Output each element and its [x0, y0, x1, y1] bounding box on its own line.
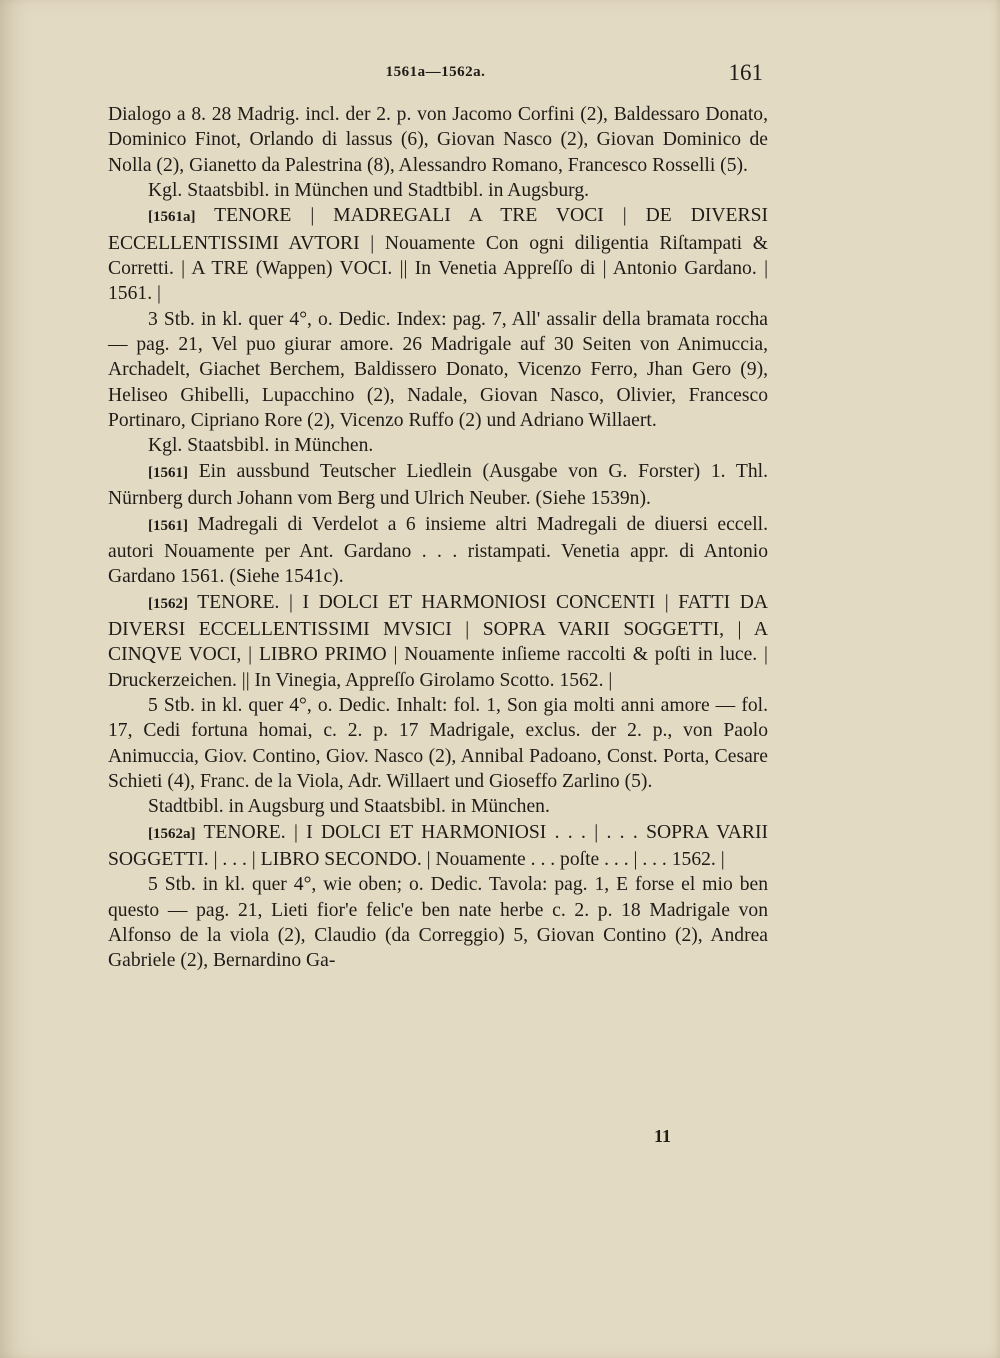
entry-tag: [1562a]	[148, 825, 196, 842]
location-line: Kgl. Staatsbibl. in München.	[148, 435, 374, 457]
entry-paragraph: [1561] Madregali di Verdelot a 6 insieme altri Madregali de diuersi eccell. autori Nouamente per Ant. Gardano . . . ristampati. Venetia appr. di Antonio Gardano 1561. (Siehe 1541c).	[108, 513, 768, 588]
entry-description: 5 Stb. in kl. quer 4°, wie oben; o. Dedic. Tavola: pag. 1, E forse el mio ben questo — pag. 21, Lieti fior'e felic'e ben nate herbe c. 2. p. 18 Madrigale von Alfonso de la viola (2), Claudio (da Correggio) 5, Giovan Contino (2), Andrea Gabriele (2), Bernardino Ga-	[108, 874, 768, 972]
entry-paragraph: [1561a] TENORE | MADREGALI A TRE VOCI | DE DIVERSI ECCELLENTISSIMI AVTORI | Nouamente Con ogni diligentia Riſtampati & Corretti. | A TRE (Wappen) VOCI. || In Venetia Appreſſo di | Antonio Gardano. | 1561. |	[108, 205, 768, 305]
page-number: 161	[728, 60, 763, 85]
entry-paragraph: [1561] Ein aussbund Teutscher Liedlein (Ausgabe von G. Forster) 1. Thl. Nürnberg durch Johann vom Berg und Ulrich Neuber. (Siehe 1539n).	[108, 460, 768, 510]
page-header	[108, 60, 763, 86]
location-line: Stadtbibl. in Augsburg und Staatsbibl. in München.	[148, 796, 550, 818]
entry-tag: [1561]	[148, 464, 188, 481]
entry-tag: [1561]	[148, 517, 188, 534]
entry-description: 3 Stb. in kl. quer 4°, o. Dedic. Index: pag. 7, All' assalir della bramata roccha — pag. 21, Vel puo giurar amore. 26 Madrigale auf 30 Seiten von Animuccia, Archadelt, Giachet Berchem, Baldissero Donato, Vicenzo Ferro, Jhan Gero (9), Heliseo Ghibelli, Lupacchino (2), Nadale, Giovan Nasco, Olivier, Francesco Portinaro, Cipriano Rore (2), Vicenzo Ruffo (2) und Adriano Willaert.	[108, 308, 768, 432]
entry-paragraph: [1562] TENORE. | I DOLCI ET HARMONIOSI CONCENTI | FATTI DA DIVERSI ECCELLENTISSIMI MVSICI | SOPRA VARII SOGGETTI, | A CINQVE VOCI, | LIBRO PRIMO | Nouamente inſieme raccolti & poſti in luce. | Druckerzeichen. || In Vinegia, Appreſſo Girolamo Scotto. 1562. |	[108, 591, 768, 691]
running-head: 1561a—1562a.	[385, 64, 486, 80]
entry-paragraph: [1562a] TENORE. | I DOLCI ET HARMONIOSI . . . | . . . SOPRA VARII SOGGETTI. | . . . | LIBRO SECONDO. | Nouamente . . . poſte . . . | . . . 1562. |	[108, 821, 768, 870]
entry-description: 5 Stb. in kl. quer 4°, o. Dedic. Inhalt: fol. 1, Son gia molti anni amore — fol. 17, Cedi fortuna homai, c. 2. p. 17 Madrigale, exclus. der 2. p., von Paolo Animuccia, Giov. Contino, Giov. Nasco (2), Annibal Padoano, Const. Porta, Cesare Schieti (4), Franc. de la Viola, Adr. Willaert und Gioseffo Zarlino (5).	[108, 694, 768, 792]
page-body	[108, 102, 768, 974]
entry-tag: [1562]	[148, 595, 188, 612]
signature-mark: 11	[654, 1126, 672, 1146]
entry-tag: [1561a]	[148, 209, 196, 226]
entry-paragraph: Dialogo a 8. 28 Madrig. incl. der 2. p. von Jacomo Corfini (2), Baldessaro Donato, Dominico Finot, Orlando di lassus (6), Giovan Nasco (2), Giovan Dominico de Nolla (2), Gianetto da Palestrina (8), Alessandro Romano, Francesco Rosselli (5).	[108, 104, 768, 176]
location-line: Kgl. Staatsbibl. in München und Stadtbibl. in Augsburg.	[148, 180, 590, 202]
